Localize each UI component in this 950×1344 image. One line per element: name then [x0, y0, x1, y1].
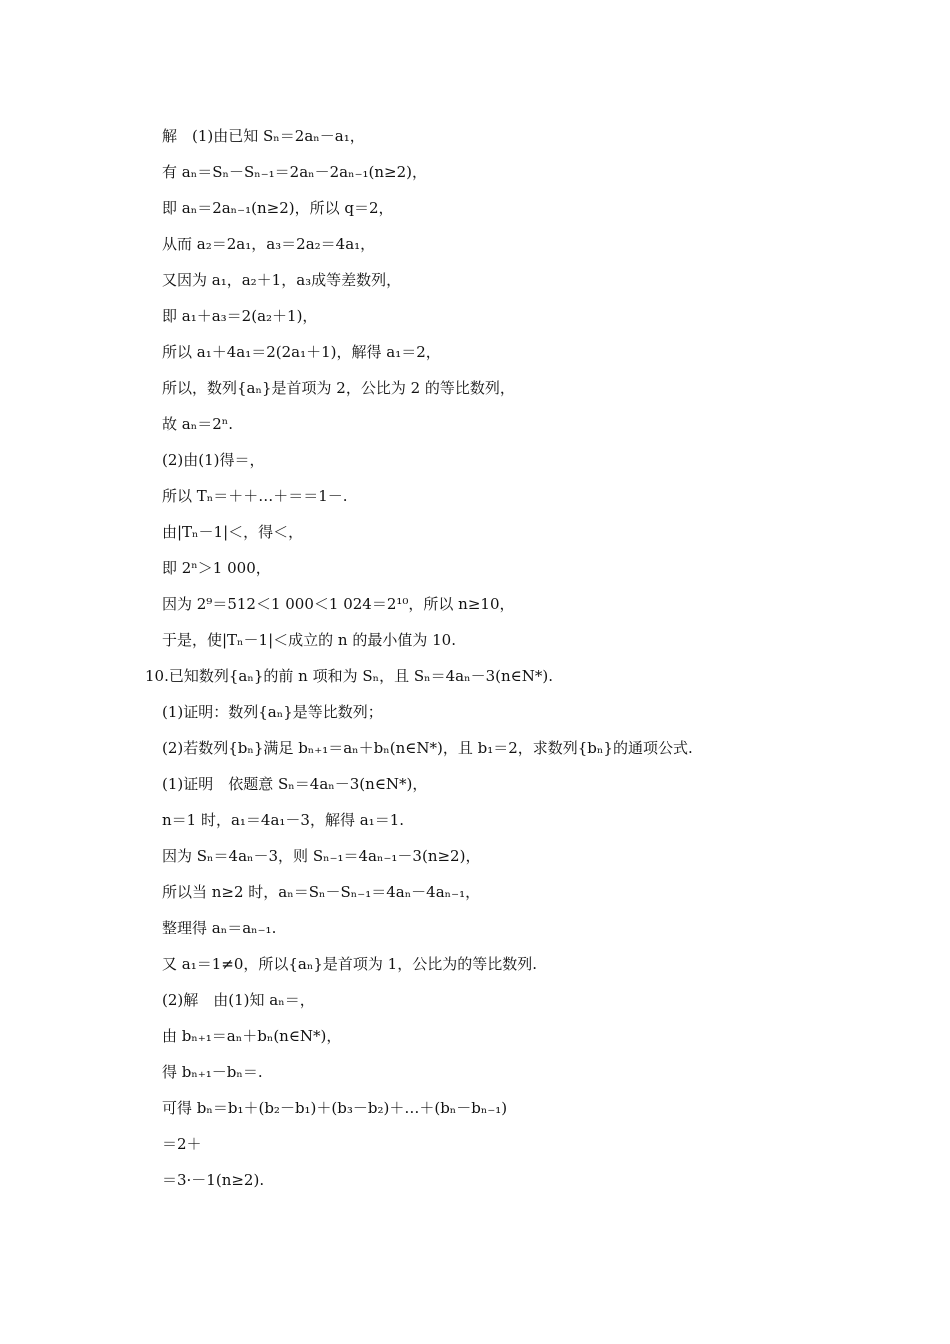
solution-line-3: 即 aₙ＝2aₙ₋₁(n≥2)，所以 q＝2， [162, 199, 394, 217]
part-2-solution-line-3: 得 bₙ₊₁－bₙ＝. [162, 1063, 263, 1081]
solution-line-6: 即 a₁＋a₃＝2(a₂＋1)， [162, 307, 318, 325]
solution-line-2: 有 aₙ＝Sₙ－Sₙ₋₁＝2aₙ－2aₙ₋₁(n≥2)， [162, 163, 428, 181]
problem-10-statement: 10.已知数列{aₙ}的前 n 项和为 Sₙ，且 Sₙ＝4aₙ－3(n∈N*). [145, 667, 554, 685]
solution-line-1: 解 (1)由已知 Sₙ＝2aₙ－a₁， [162, 127, 365, 145]
proof-line-1: (1)证明 依题意 Sₙ＝4aₙ－3(n∈N*)， [162, 775, 428, 793]
part-2-solution-line-2: 由 bₙ₊₁＝aₙ＋bₙ(n∈N*)， [162, 1027, 342, 1045]
problem-10-part-2: (2)若数列{bₙ}满足 bₙ₊₁＝aₙ＋bₙ(n∈N*)，且 b₁＝2，求数列{bₙ}的通项公式. [162, 739, 693, 757]
part-2-solution-line-1: (2)解 由(1)知 aₙ＝， [162, 991, 315, 1009]
solution-line-9: 故 aₙ＝2ⁿ. [162, 415, 234, 433]
solution-line-11: 所以 Tₙ＝＋＋…＋＝＝1－. [162, 487, 348, 505]
proof-line-3: 因为 Sₙ＝4aₙ－3，则 Sₙ₋₁＝4aₙ₋₁－3(n≥2)， [162, 847, 481, 865]
solution-line-14: 因为 2⁹＝512＜1 000＜1 024＝2¹⁰，所以 n≥10， [162, 595, 515, 613]
solution-line-13: 即 2ⁿ＞1 000， [162, 559, 271, 577]
solution-line-8: 所以，数列{aₙ}是首项为 2，公比为 2 的等比数列， [162, 379, 515, 397]
problem-10-part-1: (1)证明：数列{aₙ}是等比数列； [162, 703, 383, 721]
solution-line-10: (2)由(1)得＝， [162, 451, 265, 469]
proof-line-6: 又 a₁＝1≠0，所以{aₙ}是首项为 1，公比为的等比数列. [162, 955, 537, 973]
proof-line-2: n＝1 时，a₁＝4a₁－3，解得 a₁＝1. [162, 811, 405, 829]
part-2-solution-line-5: ＝2＋ [162, 1135, 202, 1153]
part-2-solution-line-4: 可得 bₙ＝b₁＋(b₂－b₁)＋(b₃－b₂)＋…＋(bₙ－bₙ₋₁) [162, 1099, 508, 1117]
solution-line-7: 所以 a₁＋4a₁＝2(2a₁＋1)，解得 a₁＝2， [162, 343, 441, 361]
solution-line-5: 又因为 a₁，a₂＋1，a₃成等差数列， [162, 271, 402, 289]
proof-line-5: 整理得 aₙ＝aₙ₋₁. [162, 919, 277, 937]
part-2-solution-line-6: ＝3·－1(n≥2). [162, 1171, 265, 1189]
solution-line-4: 从而 a₂＝2a₁，a₃＝2a₂＝4a₁， [162, 235, 376, 253]
proof-line-4: 所以当 n≥2 时，aₙ＝Sₙ－Sₙ₋₁＝4aₙ－4aₙ₋₁， [162, 883, 481, 901]
solution-line-15: 于是，使|Tₙ－1|＜成立的 n 的最小值为 10. [162, 631, 456, 649]
solution-line-12: 由|Tₙ－1|＜，得＜， [162, 523, 304, 541]
